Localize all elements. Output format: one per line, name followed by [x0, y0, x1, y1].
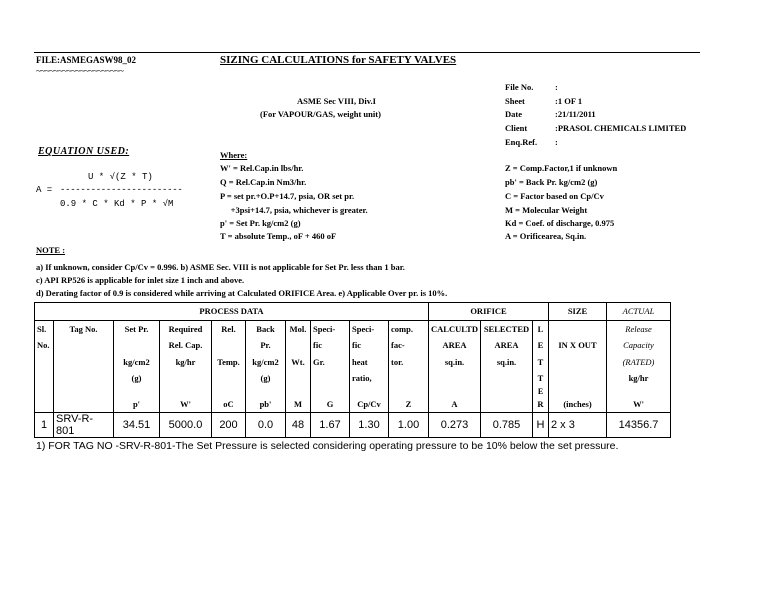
header-cell: Speci-: [311, 320, 350, 337]
cell-calc-area: 0.273: [429, 413, 481, 438]
note-line-3: d) Derating factor of 0.9 is considered while arriving at Calculated ORIFICE Area. e) Applicable Over pr. is 10%.: [36, 288, 448, 298]
where-left-1: W' = Rel.Cap.in lbs/hr.: [220, 163, 304, 173]
where-left-2: Q = Rel.Cap.in Nm3/hr.: [220, 177, 307, 187]
info-label-enq: Enq.Ref.: [505, 137, 538, 147]
info-value-date: :21/11/2011: [555, 109, 596, 119]
group-orifice: ORIFICE: [429, 303, 549, 321]
header-cell: IN X OUT: [549, 337, 607, 354]
note-line-1: a) If unknown, consider Cp/Cv = 0.996. b) ASME Sec. VIII is not applicable for Set Pr. less than 1 bar.: [36, 262, 405, 272]
equation-numerator: U * √(Z * T): [88, 172, 153, 182]
header-cell: [212, 387, 246, 396]
where-left-3: P = set pr.+O.P+14.7, psia, OR set pr.: [220, 191, 355, 201]
cell-back-pr: 0.0: [246, 413, 286, 438]
cell-letter: H: [533, 413, 549, 438]
header-cell: [246, 387, 286, 396]
info-label-client: Client: [505, 123, 528, 133]
header-cell: sq.in.: [429, 354, 481, 371]
info-label-sheet: Sheet: [505, 96, 525, 106]
group-process-data: PROCESS DATA: [35, 303, 429, 321]
header-cell: [481, 387, 533, 396]
cell-size: 2 x 3: [549, 413, 607, 438]
header-cell: Capacity: [607, 337, 671, 354]
header-cell: (RATED): [607, 354, 671, 371]
header-cell: [160, 370, 212, 387]
cell-temp: 200: [212, 413, 246, 438]
header-cell: [311, 387, 350, 396]
header-cell: [286, 370, 311, 387]
where-right-4: M = Molecular Weight: [505, 205, 588, 215]
header-cell: [311, 370, 350, 387]
where-right-5: Kd = Coef. of discharge, 0.975: [505, 218, 615, 228]
info-label-file: File No.: [505, 82, 534, 92]
header-cell: Tag No.: [54, 320, 114, 337]
header-cell: A: [429, 396, 481, 413]
cell-spec-gr: 1.67: [311, 413, 350, 438]
header-cell: tor.: [389, 354, 429, 371]
cell-actual-capacity: 14356.7: [607, 413, 671, 438]
header-cell: p': [114, 396, 160, 413]
header-cell: [35, 387, 54, 396]
notes-heading: NOTE :: [36, 245, 66, 255]
header-cell: AREA: [481, 337, 533, 354]
where-right-6: A = Orificearea, Sq.in.: [505, 231, 587, 241]
top-rule: [34, 52, 700, 53]
header-cell: E: [533, 387, 549, 396]
tilde-line: ~~~~~~~~~~~~~~~~~~~~: [36, 66, 124, 76]
header-cell: Back: [246, 320, 286, 337]
table-header-row: [35, 320, 671, 337]
header-cell: R: [533, 396, 549, 413]
header-cell: [35, 354, 54, 371]
header-cell: kg/hr: [160, 354, 212, 371]
header-cell: [429, 370, 481, 387]
header-cell: [286, 387, 311, 396]
header-cell: Required: [160, 320, 212, 337]
equation-divider: ------------------------: [60, 185, 183, 195]
cell-set-pr: 34.51: [114, 413, 160, 438]
header-cell: Set Pr.: [114, 320, 160, 337]
header-cell: sq.in.: [481, 354, 533, 371]
sizing-table: [34, 302, 671, 438]
header-cell: No.: [35, 337, 54, 354]
header-cell: Z: [389, 396, 429, 413]
header-cell: [35, 396, 54, 413]
header-cell: W': [160, 396, 212, 413]
header-cell: [607, 387, 671, 396]
header-cell: kg/hr: [607, 370, 671, 387]
header-cell: Speci-: [350, 320, 389, 337]
file-label: FILE:ASMEGASW98_02: [36, 55, 137, 65]
info-value-enq: :: [555, 137, 558, 147]
cell-req-cap: 5000.0: [160, 413, 212, 438]
header-cell: [481, 370, 533, 387]
header-cell: Temp.: [212, 354, 246, 371]
header-cell: [54, 354, 114, 371]
info-value-sheet: :1 OF 1: [555, 96, 583, 106]
header-cell: [389, 387, 429, 396]
header-cell: fac-: [389, 337, 429, 354]
header-cell: [54, 396, 114, 413]
header-cell: Mol.: [286, 320, 311, 337]
header-cell: G: [311, 396, 350, 413]
code-reference: ASME Sec VIII, Div.I: [297, 96, 376, 106]
header-cell: [350, 387, 389, 396]
header-cell: T: [533, 370, 549, 387]
info-value-client: :PRASOL CHEMICALS LIMITED: [555, 123, 687, 133]
header-cell: Rel.: [212, 320, 246, 337]
header-cell: ratio,: [350, 370, 389, 387]
header-cell: [549, 370, 607, 387]
where-left-4: +3psi+14.7, psia, whichever is greater.: [220, 205, 368, 215]
header-cell: [212, 370, 246, 387]
where-right-1: Z = Comp.Factor,1 if unknown: [505, 163, 618, 173]
header-cell: M: [286, 396, 311, 413]
info-value-file: :: [555, 82, 558, 92]
header-cell: [114, 387, 160, 396]
header-cell: comp.: [389, 320, 429, 337]
cell-tag-no: SRV-R-801: [54, 413, 114, 438]
header-cell: oC: [212, 396, 246, 413]
equation-heading: EQUATION USED:: [38, 146, 130, 157]
header-cell: (inches): [549, 396, 607, 413]
where-right-2: pb' = Back Pr. kg/cm2 (g): [505, 177, 598, 187]
header-cell: fic: [311, 337, 350, 354]
header-cell: Cp/Cv: [350, 396, 389, 413]
cell-comp-factor: 1.00: [389, 413, 429, 438]
header-cell: [429, 387, 481, 396]
header-cell: [549, 320, 607, 337]
where-right-3: C = Factor based on Cp/Cv: [505, 191, 604, 201]
header-cell: Wt.: [286, 354, 311, 371]
header-cell: SELECTED: [481, 320, 533, 337]
basis-text: (For VAPOUR/GAS, weight unit): [260, 109, 381, 119]
info-label-date: Date: [505, 109, 522, 119]
header-cell: T: [533, 354, 549, 371]
page-title: SIZING CALCULATIONS for SAFETY VALVES: [220, 54, 457, 66]
cell-heat-ratio: 1.30: [350, 413, 389, 438]
where-heading: Where:: [220, 150, 248, 160]
where-left-5: p' = Set Pr. kg/cm2 (g): [220, 218, 301, 228]
header-cell: [114, 337, 160, 354]
header-cell: Gr.: [311, 354, 350, 371]
cell-mol-wt: 48: [286, 413, 311, 438]
header-cell: [212, 337, 246, 354]
equation-denominator: 0.9 * C * Kd * P * √M: [60, 199, 174, 209]
header-cell: [286, 337, 311, 354]
header-cell: kg/cm2: [114, 354, 160, 371]
group-actual: ACTUAL: [607, 303, 671, 321]
header-cell: fic: [350, 337, 389, 354]
header-cell: Sl.: [35, 320, 54, 337]
where-left-6: T = absolute Temp., oF + 460 oF: [220, 231, 337, 241]
header-cell: E: [533, 337, 549, 354]
note-line-2: c) API RP526 is applicable for inlet size 1 inch and above.: [36, 275, 245, 285]
header-cell: (g): [114, 370, 160, 387]
header-cell: CALCULTD: [429, 320, 481, 337]
header-cell: [549, 387, 607, 396]
header-cell: [35, 370, 54, 387]
header-cell: Pr.: [246, 337, 286, 354]
header-cell: [54, 370, 114, 387]
header-cell: W': [607, 396, 671, 413]
header-cell: [54, 387, 114, 396]
table-row: [35, 413, 671, 438]
group-size: SIZE: [549, 303, 607, 321]
header-cell: (g): [246, 370, 286, 387]
footer-note: 1) FOR TAG NO -SRV-R-801-The Set Pressure is selected considering operating pressure to be 10% below the set pressure.: [36, 440, 619, 452]
header-cell: L: [533, 320, 549, 337]
header-cell: AREA: [429, 337, 481, 354]
header-cell: [549, 354, 607, 371]
cell-sl-no: 1: [35, 413, 54, 438]
header-cell: [389, 370, 429, 387]
header-cell: heat: [350, 354, 389, 371]
header-cell: Rel. Cap.: [160, 337, 212, 354]
header-cell: [54, 337, 114, 354]
header-cell: pb': [246, 396, 286, 413]
header-cell: [481, 396, 533, 413]
equation-lhs: A =: [36, 185, 53, 195]
header-cell: Release: [607, 320, 671, 337]
header-cell: [160, 387, 212, 396]
cell-sel-area: 0.785: [481, 413, 533, 438]
header-cell: kg/cm2: [246, 354, 286, 371]
